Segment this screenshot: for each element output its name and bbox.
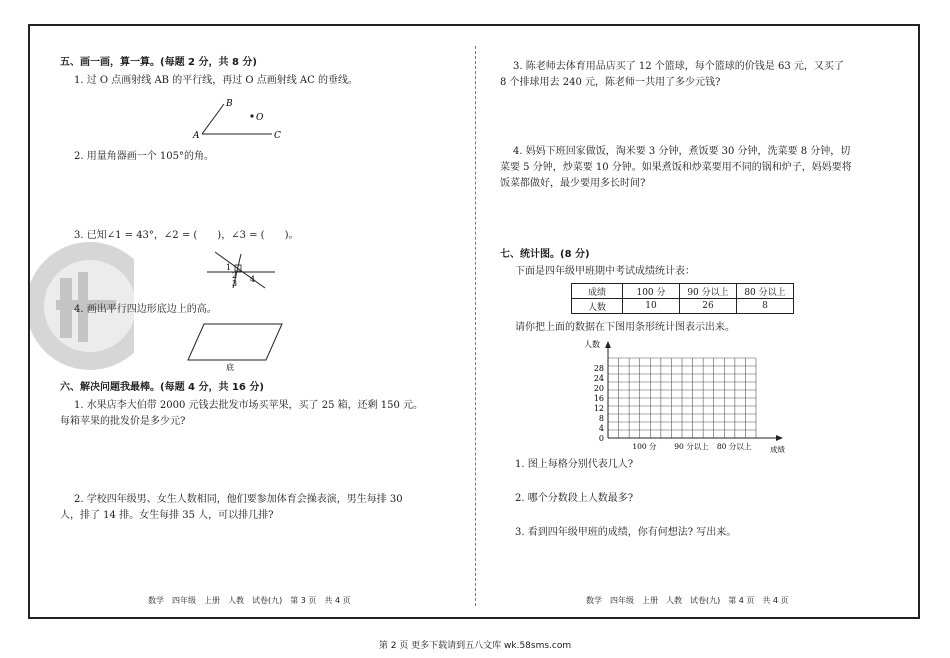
table-cell: 10 bbox=[623, 299, 680, 314]
score-table-header-row bbox=[572, 284, 794, 299]
table-header-cell: 100 分 bbox=[623, 284, 680, 299]
table-header-cell: 成绩 bbox=[572, 284, 623, 299]
y-axis-arrow-icon bbox=[605, 341, 611, 348]
y-tick-label: 20 bbox=[593, 384, 604, 393]
label-O: O bbox=[256, 113, 264, 123]
bottom-note: 第 2 页 更多下载请到五八文库 wk.58sms.com bbox=[378, 641, 572, 651]
label-B: B bbox=[226, 99, 233, 109]
s7-q1: 1. 图上每格分别代表几人? bbox=[515, 459, 634, 470]
exam-sheet-border bbox=[28, 24, 920, 619]
table-header-cell: 90 分以上 bbox=[680, 284, 737, 299]
angle-label-4: 4 bbox=[250, 275, 256, 284]
label-C: C bbox=[274, 131, 281, 141]
y-tick-label: 0 bbox=[598, 434, 604, 443]
base-label: 底 bbox=[226, 363, 234, 372]
r-q4-line3: 饭菜都做好，最少要用多长时间? bbox=[500, 178, 646, 189]
x-tick-label: 80 分以上 bbox=[716, 442, 752, 451]
section7-title: 七、统计图。(8 分) bbox=[500, 249, 590, 260]
angles-figure bbox=[205, 248, 280, 292]
angle-label-1: 1 bbox=[226, 263, 232, 272]
table-cell: 26 bbox=[680, 299, 737, 314]
y-tick-label: 4 bbox=[598, 424, 604, 433]
right-footer: 数学 四年级 上册 人教 试卷(九) 第 4 页 共 4 页 bbox=[586, 596, 789, 605]
score-table bbox=[571, 283, 794, 314]
bar-chart-grid bbox=[582, 338, 785, 458]
x-axis-arrow-icon bbox=[776, 435, 783, 441]
r-q3-line2: 8 个排球用去 240 元，陈老师一共用了多少元钱? bbox=[500, 77, 721, 88]
s6-q2-line2: 人，排了 14 排。女生每排 35 人，可以排几排? bbox=[60, 510, 274, 521]
s7-instruction: 请你把上面的数据在下图用条形统计图表示出来。 bbox=[515, 322, 735, 333]
rays-figure bbox=[190, 96, 290, 140]
left-footer: 数学 四年级 上册 人教 试卷(九) 第 3 页 共 4 页 bbox=[148, 596, 351, 605]
score-table-row bbox=[572, 299, 794, 314]
label-A: A bbox=[193, 131, 200, 141]
section5-title: 五、画一画，算一算。(每题 2 分，共 8 分) bbox=[60, 57, 257, 68]
x-tick-label: 90 分以上 bbox=[674, 442, 709, 451]
s6-q1-line2: 每箱苹果的批发价是多少元? bbox=[60, 416, 186, 427]
parallelogram-figure bbox=[186, 320, 286, 372]
table-cell: 8 bbox=[737, 299, 794, 314]
y-tick-label: 16 bbox=[593, 394, 604, 403]
s7-intro: 下面是四年级甲班期中考试成绩统计表： bbox=[515, 266, 695, 277]
s6-q2-line1: 2. 学校四年级男、女生人数相同，他们要参加体育会操表演，男生每排 30 bbox=[74, 494, 403, 505]
r-q3-line1: 3. 陈老师去体育用品店买了 12 个篮球，每个篮球的价钱是 63 元，又买了 bbox=[513, 61, 844, 72]
y-axis-label: 人数 bbox=[584, 340, 600, 349]
s7-q3: 3. 看到四年级甲班的成绩，你有何想法? 写出来。 bbox=[515, 527, 737, 538]
s5-q3-text: 3. 已知∠1 = 43°，∠2 = ( )，∠3 = ( )。 bbox=[74, 230, 299, 241]
s5-q1-text: 1. 过 O 点画射线 AB 的平行线，再过 O 点画射线 AC 的垂线。 bbox=[74, 75, 358, 86]
angle-label-2: 2 bbox=[232, 271, 238, 280]
r-q4-line2: 菜要 5 分钟，炒菜要 10 分钟。如果煮饭和炒菜要用不同的锅和炉子，妈妈要将 bbox=[500, 162, 852, 173]
y-tick-label: 8 bbox=[598, 414, 604, 423]
table-cell: 人数 bbox=[572, 299, 623, 314]
y-tick-label: 12 bbox=[593, 404, 604, 413]
s5-q2-text: 2. 用量角器画一个 105°的角。 bbox=[74, 151, 214, 162]
x-axis-label: 成绩 bbox=[770, 445, 785, 454]
s6-q1-line1: 1. 水果店李大伯带 2000 元钱去批发市场买苹果，买了 25 箱，还剩 150 元。 bbox=[74, 400, 424, 411]
section6-title: 六、解决问题我最棒。(每题 4 分，共 16 分) bbox=[60, 382, 264, 393]
y-tick-label: 28 bbox=[593, 364, 604, 373]
table-header-cell: 80 分以上 bbox=[737, 284, 794, 299]
x-tick-label: 100 分 bbox=[632, 442, 657, 451]
s7-q2: 2. 哪个分数段上人数最多? bbox=[515, 493, 634, 504]
r-q4-line1: 4. 妈妈下班回家做饭，淘米要 3 分钟，煮饭要 30 分钟，洗菜要 8 分钟，切 bbox=[513, 146, 851, 157]
page-fold-line bbox=[475, 46, 476, 606]
angle-label-3: 3 bbox=[232, 279, 238, 288]
s5-q4-text: 4. 画出平行四边形底边上的高。 bbox=[74, 304, 217, 315]
y-tick-label: 24 bbox=[593, 374, 604, 383]
